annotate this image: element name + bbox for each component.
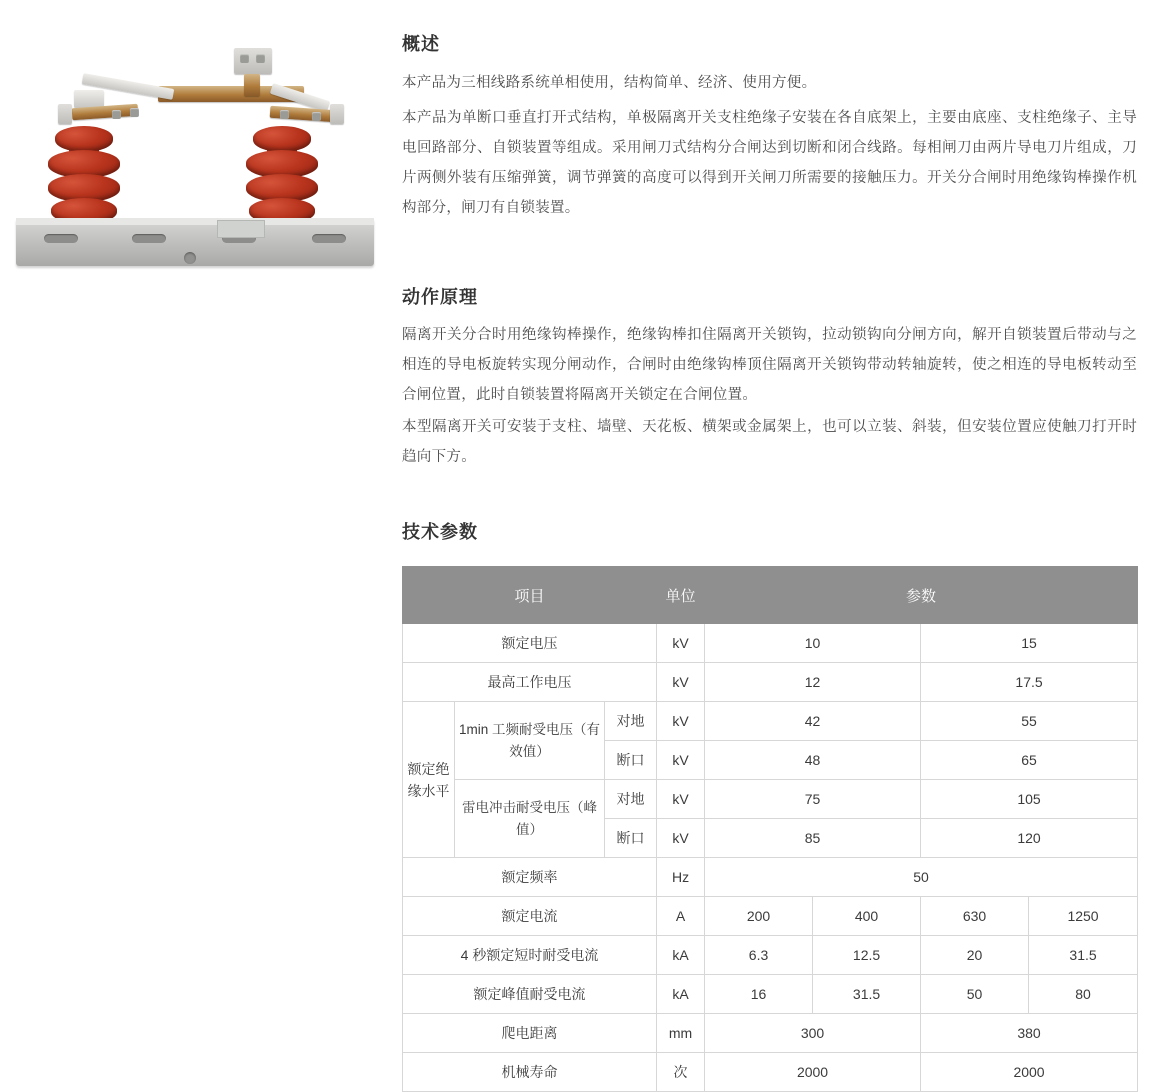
base-slot	[312, 234, 346, 243]
row-unit-rated-voltage: kV	[657, 624, 705, 663]
row-label-lightning: 雷电冲击耐受电压（峰值）	[455, 780, 605, 858]
cell-power-freq-break-1: 48	[705, 741, 921, 780]
row-unit-mech-life: 次	[657, 1053, 705, 1092]
bolt-icon	[312, 112, 321, 121]
table-row	[403, 858, 1138, 897]
principle-paragraph-1: 隔离开关分合时用绝缘钩棒操作，绝缘钩棒扣住隔离开关锁钩，拉动锁钩向分闸方向，解开自锁装置后带动与之相连的导电板旋转实现分闸动作，合闸时由绝缘钩棒顶住隔离开关锁钩带动转轴旋转，使之相连的导电板转动至合闸位置，此时自锁装置将隔离开关锁定在合闸位置。	[402, 327, 1137, 403]
cell-creepage-1: 300	[705, 1014, 921, 1053]
table-row	[403, 624, 1138, 663]
bolt-icon	[240, 54, 249, 63]
cell-lightning-to-ground-1: 75	[705, 780, 921, 819]
section-title-specs: 技术参数	[402, 522, 478, 542]
cell-rated-current-2: 400	[813, 897, 921, 936]
table-row	[403, 1053, 1138, 1092]
row-label-rated-current: 额定电流	[403, 897, 657, 936]
spring-housing-right	[330, 104, 344, 124]
header-unit: 单位	[657, 567, 705, 624]
overview-paragraph-1: 本产品为三相线路系统单相使用，结构简单、经济、使用方便。	[402, 75, 817, 91]
row-unit-peak-current: kA	[657, 975, 705, 1014]
row-unit-lightning-to-ground: kV	[657, 780, 705, 819]
principle-paragraph-2: 本型隔离开关可安装于支柱、墙壁、天花板、横架或金属架上，也可以立装、斜装，但安装位置应使触刀打开时趋向下方。	[402, 419, 1137, 465]
row-label-lightning-to-ground: 对地	[605, 780, 657, 819]
overview-paragraph-2: 本产品为单断口垂直打开式结构，单极隔离开关支柱绝缘子安装在各自底架上，主要由底座、支柱绝缘子、主导电回路部分、自锁装置等组成。采用闸刀式结构分合闸达到切断和闭合线路。每相闸刀由两片导电刀片组成，刀片两侧外装有压缩弹簧，调节弹簧的高度可以得到开关闸刀所需要的接触压力。开关分合闸时用绝缘钩棒操作机构部分，闸刀有自锁装置。	[402, 110, 1137, 216]
table-row	[403, 1014, 1138, 1053]
base-slot	[44, 234, 78, 243]
header-params: 参数	[705, 567, 1138, 624]
base-slot	[132, 234, 166, 243]
cell-lightning-to-ground-2: 105	[921, 780, 1138, 819]
cell-rated-current-4: 1250	[1029, 897, 1138, 936]
cell-lightning-break-2: 120	[921, 819, 1138, 858]
cell-lightning-break-1: 85	[705, 819, 921, 858]
cell-max-working-voltage-1: 12	[705, 663, 921, 702]
row-label-power-freq-break: 断口	[605, 741, 657, 780]
spec-table-wrapper	[402, 566, 1137, 1092]
cell-peak-current-2: 31.5	[813, 975, 921, 1014]
cell-creepage-2: 380	[921, 1014, 1138, 1053]
row-unit-power-freq-break: kV	[657, 741, 705, 780]
table-row	[403, 897, 1138, 936]
product-photo	[12, 18, 382, 273]
row-unit-rated-frequency: Hz	[657, 858, 705, 897]
insulator-shed	[253, 126, 311, 152]
row-label-short-time-current: 4 秒额定短时耐受电流	[403, 936, 657, 975]
row-label-insulation-level: 额定绝缘水平	[403, 702, 455, 858]
insulator-shed	[55, 126, 113, 152]
table-row	[403, 663, 1138, 702]
row-label-power-freq-to-ground: 对地	[605, 702, 657, 741]
section-title-principle: 动作原理	[402, 287, 478, 307]
cell-short-time-current-1: 6.3	[705, 936, 813, 975]
row-label-rated-frequency: 额定频率	[403, 858, 657, 897]
mounting-base	[16, 218, 374, 266]
row-unit-power-freq-to-ground: kV	[657, 702, 705, 741]
base-hole	[184, 252, 196, 264]
bolt-icon	[130, 108, 139, 117]
technical-parameters-table	[402, 566, 1138, 1092]
blade-joint-left	[74, 90, 104, 108]
bolt-icon	[280, 110, 289, 119]
product-nameplate	[217, 220, 265, 238]
row-label-power-frequency: 1min 工频耐受电压（有效值）	[455, 702, 605, 780]
table-header-row	[403, 567, 1138, 624]
cell-power-freq-to-ground-1: 42	[705, 702, 921, 741]
cell-peak-current-3: 50	[921, 975, 1029, 1014]
bolt-icon	[256, 54, 265, 63]
product-image	[12, 18, 382, 273]
cell-short-time-current-3: 20	[921, 936, 1029, 975]
cell-mech-life-2: 2000	[921, 1053, 1138, 1092]
cell-rated-current-3: 630	[921, 897, 1029, 936]
row-label-peak-current: 额定峰值耐受电流	[403, 975, 657, 1014]
spring-housing-left	[58, 104, 72, 124]
row-unit-rated-current: A	[657, 897, 705, 936]
header-item: 项目	[403, 567, 657, 624]
cell-max-working-voltage-2: 17.5	[921, 663, 1138, 702]
bolt-icon	[112, 110, 121, 119]
table-row	[403, 975, 1138, 1014]
cell-power-freq-to-ground-2: 55	[921, 702, 1138, 741]
cell-mech-life-1: 2000	[705, 1053, 921, 1092]
row-label-rated-voltage: 额定电压	[403, 624, 657, 663]
row-unit-short-time-current: kA	[657, 936, 705, 975]
cell-rated-current-1: 200	[705, 897, 813, 936]
cell-rated-voltage-2: 15	[921, 624, 1138, 663]
cell-rated-frequency: 50	[705, 858, 1138, 897]
row-unit-lightning-break: kV	[657, 819, 705, 858]
cell-power-freq-break-2: 65	[921, 741, 1138, 780]
row-label-creepage: 爬电距离	[403, 1014, 657, 1053]
table-row	[403, 936, 1138, 975]
table-row	[403, 702, 1138, 741]
row-label-lightning-break: 断口	[605, 819, 657, 858]
section-title-overview: 概述	[402, 34, 440, 54]
cell-peak-current-1: 16	[705, 975, 813, 1014]
cell-rated-voltage-1: 10	[705, 624, 921, 663]
row-unit-creepage: mm	[657, 1014, 705, 1053]
cell-short-time-current-4: 31.5	[1029, 936, 1138, 975]
conductor-bar-vertical	[244, 74, 260, 96]
cell-short-time-current-2: 12.5	[813, 936, 921, 975]
row-label-max-working-voltage: 最高工作电压	[403, 663, 657, 702]
row-label-mech-life: 机械寿命	[403, 1053, 657, 1092]
row-unit-max-working-voltage: kV	[657, 663, 705, 702]
cell-peak-current-4: 80	[1029, 975, 1138, 1014]
table-row	[403, 780, 1138, 819]
